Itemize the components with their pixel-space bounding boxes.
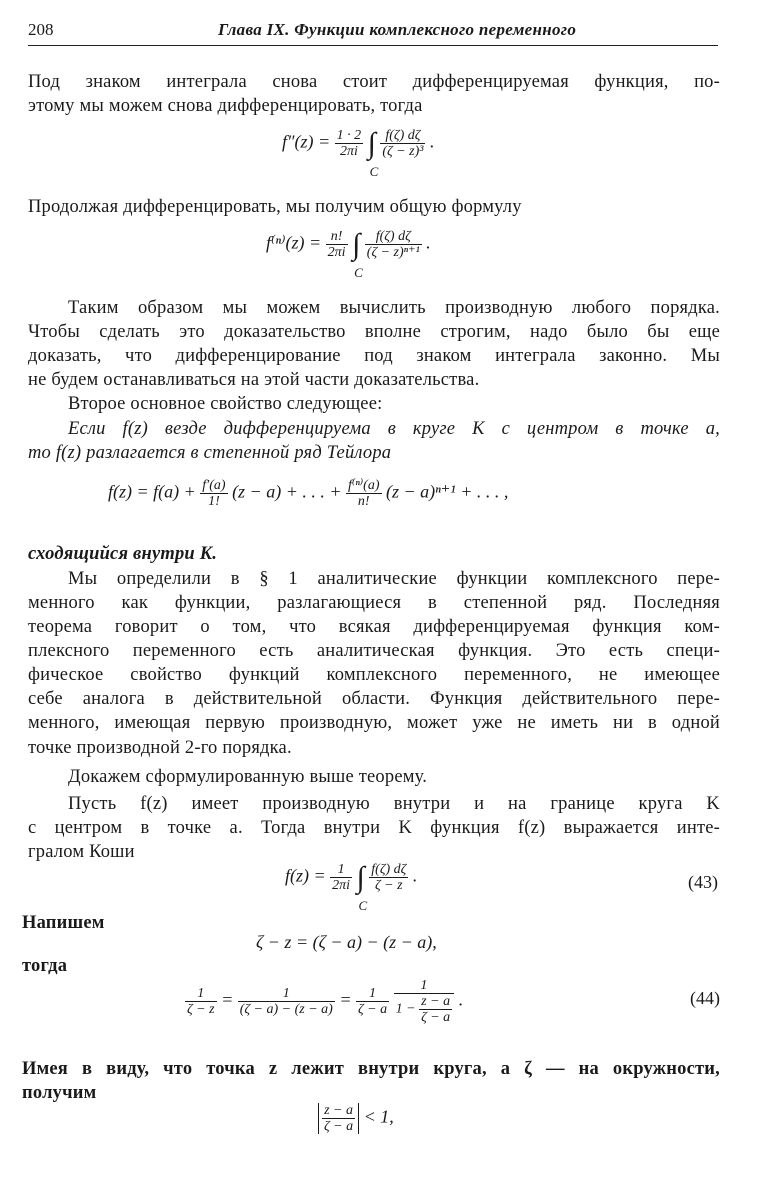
inequality-rhs: < 1, bbox=[363, 1106, 394, 1127]
formula-taylor-series bbox=[108, 478, 508, 509]
text-line: фическое свойство функций комплексного переменного, не имеющее bbox=[28, 665, 720, 685]
formula-tail: . bbox=[426, 232, 431, 253]
formula-identity: ζ − z = (ζ − a) − (z − a), bbox=[256, 932, 437, 952]
fraction-numerator: 1 · 2 bbox=[336, 128, 362, 143]
theorem-line: то f(z) разлагается в степенной ряд Тейлора bbox=[28, 443, 392, 463]
theorem-line: Если f(z) везде дифференцируема в круге K с центром в точке a, bbox=[68, 419, 720, 439]
fraction-numerator: f(ζ) dζ bbox=[365, 229, 422, 245]
text-line: не будем останавливаться на этой части доказательства. bbox=[28, 370, 480, 390]
text-line: менного как функции, разлагающиеся в степенной ряд. Последняя bbox=[28, 593, 720, 613]
fraction bbox=[394, 978, 455, 1025]
fraction-denominator: n! bbox=[357, 494, 370, 509]
text-line: точке производной 2-го порядка. bbox=[28, 738, 292, 758]
fraction-numerator: 1 bbox=[394, 978, 455, 994]
page-header bbox=[28, 20, 718, 44]
text-line: Мы определили в § 1 аналитические функции комплексного пере- bbox=[68, 569, 720, 589]
fraction-numerator: f′(a) bbox=[202, 478, 226, 493]
equals-sign: = bbox=[221, 989, 234, 1010]
fraction-denominator bbox=[394, 994, 455, 1025]
fraction-numerator: 1 bbox=[238, 986, 335, 1002]
fraction-numerator: f⁽ⁿ⁾(a) bbox=[348, 478, 380, 493]
formula-tail: . bbox=[412, 865, 418, 886]
fraction-numerator: n! bbox=[326, 229, 348, 245]
formula-cauchy-integral bbox=[285, 860, 418, 913]
fraction-denominator: 2πi bbox=[327, 245, 346, 260]
theorem-line: сходящийся внутри K. bbox=[28, 544, 218, 564]
header-rule bbox=[28, 45, 718, 46]
text-line: менного, имеющая первую производную, может уже не иметь ни в одной bbox=[28, 713, 720, 733]
formula-part: f(z) = f(a) + bbox=[108, 481, 196, 502]
text-line: Докажем сформулированную выше теорему. bbox=[68, 767, 428, 787]
text-line: Чтобы сделать это доказательство вполне строгим, надо было бы еще bbox=[28, 322, 720, 342]
text-line: доказать, что дифференцирование под знаком интеграла законно. Мы bbox=[28, 346, 720, 366]
text-line: Имея в виду, что точка z лежит внутри круга, а ζ — на окружности, bbox=[22, 1059, 720, 1079]
fraction-denominator: 1! bbox=[208, 494, 220, 509]
formula-lhs: f(z) = bbox=[285, 865, 326, 886]
fraction-denominator: 2πi bbox=[339, 144, 358, 159]
text-line: с центром в точке a. Тогда внутри K функция f(z) выражается инте- bbox=[28, 818, 720, 838]
text-line: этому мы можем снова дифференцировать, тогда bbox=[28, 96, 423, 116]
equation-number: (43) bbox=[688, 872, 718, 892]
formula-lhs: f⁽ⁿ⁾(z) = bbox=[266, 232, 322, 253]
fraction-numerator: 1 bbox=[356, 986, 389, 1002]
running-title: Глава IX. Функции комплексного переменного bbox=[218, 20, 577, 39]
fraction-numerator: 1 bbox=[185, 986, 217, 1002]
formula-inequality bbox=[318, 1103, 394, 1134]
fraction-numerator: z − a bbox=[419, 994, 452, 1010]
formula-second-derivative bbox=[282, 126, 435, 179]
fraction bbox=[335, 128, 364, 159]
denominator-prefix: 1 − bbox=[395, 1001, 416, 1017]
text-line: гралом Коши bbox=[28, 842, 135, 862]
text-line: Продолжая дифференцировать, мы получим общую формулу bbox=[28, 197, 522, 217]
fraction-numerator: f(ζ) dζ bbox=[380, 128, 425, 144]
text-line: себе аналога в действительной области. Функция действительного пере- bbox=[28, 689, 720, 709]
fraction-denominator: ζ − a bbox=[357, 1002, 388, 1017]
text-line: Напишем bbox=[22, 913, 105, 933]
formula-part: (z − a)ⁿ⁺¹ + . . . , bbox=[386, 481, 509, 502]
fraction bbox=[322, 1103, 355, 1134]
fraction-denominator: (ζ − z)³ bbox=[382, 144, 424, 159]
equals-sign: = bbox=[339, 989, 352, 1010]
fraction bbox=[346, 478, 382, 509]
fraction bbox=[369, 862, 408, 893]
fraction-denominator: ζ − a bbox=[421, 1010, 451, 1025]
integral-sign: ∫ C bbox=[368, 129, 376, 159]
page-number: 208 bbox=[28, 20, 54, 39]
fraction-denominator: (ζ − z)ⁿ⁺¹ bbox=[366, 245, 420, 260]
formula-part: (z − a) + . . . + bbox=[232, 481, 342, 502]
integral-contour: C bbox=[358, 897, 368, 913]
fraction-denominator: 2πi bbox=[332, 878, 351, 893]
absolute-value bbox=[318, 1103, 359, 1134]
fraction-numerator: 1 bbox=[330, 862, 352, 878]
text-line: Под знаком интеграла снова стоит дифференцируемая функция, по- bbox=[28, 72, 720, 92]
fraction-denominator: ζ − z bbox=[187, 1002, 215, 1017]
fraction-denominator: ζ − z bbox=[375, 878, 403, 893]
fraction bbox=[356, 986, 389, 1017]
fraction bbox=[326, 229, 348, 260]
fraction bbox=[330, 862, 352, 893]
text-line: получим bbox=[22, 1083, 97, 1103]
fraction-numerator: z − a bbox=[322, 1103, 355, 1119]
integral-sign: ∫ C bbox=[352, 230, 360, 260]
fraction bbox=[185, 986, 217, 1017]
integral-contour: C bbox=[354, 264, 363, 280]
fraction-numerator: f(ζ) dζ bbox=[371, 862, 407, 877]
integral-sign: ∫ C bbox=[357, 863, 365, 893]
equation-number: (44) bbox=[690, 988, 720, 1008]
text-line: теорема говорит о том, что всякая дифференцируемая функция ком- bbox=[28, 617, 720, 637]
fraction bbox=[365, 229, 422, 260]
formula-nth-derivative bbox=[266, 227, 431, 280]
text-line: Пусть f(z) имеет производную внутри и на границе круга K bbox=[68, 794, 720, 814]
nested-fraction bbox=[419, 994, 452, 1025]
text-line: Таким образом мы можем вычислить производную любого порядка. bbox=[68, 298, 720, 318]
fraction bbox=[238, 986, 335, 1017]
integral-contour: C bbox=[369, 163, 379, 179]
fraction bbox=[200, 478, 227, 509]
fraction bbox=[380, 128, 425, 159]
fraction-denominator: (ζ − a) − (z − a) bbox=[239, 1002, 333, 1017]
fraction-denominator: ζ − a bbox=[324, 1119, 354, 1134]
formula-44 bbox=[185, 978, 463, 1025]
formula-tail: . bbox=[429, 131, 435, 152]
text-line: тогда bbox=[22, 956, 68, 976]
formula-tail: . bbox=[458, 989, 464, 1010]
formula-lhs: f″(z) = bbox=[282, 131, 331, 152]
text-line: Второе основное свойство следующее: bbox=[68, 394, 383, 414]
text-line: плексного переменного есть аналитическая функция. Это есть специ- bbox=[28, 641, 720, 661]
